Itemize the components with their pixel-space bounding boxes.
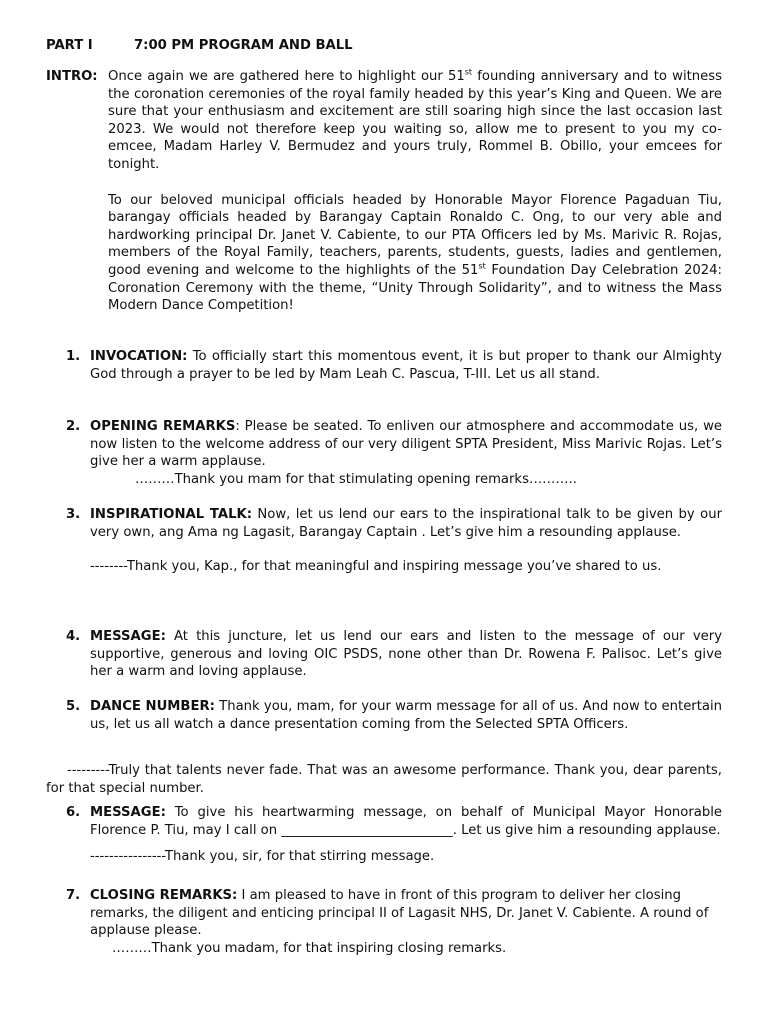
item-body: To give his heartwarming message, on behalf of Municipal Mayor Honorable Florence P. Tiu, may I call on __________________________. Let us give him a resounding applause. (90, 805, 722, 838)
item-text (90, 506, 722, 541)
item-number: 5. (66, 699, 81, 714)
intro-label: INTRO: (46, 69, 98, 84)
intro-paragraph-1 (108, 68, 722, 174)
item-body: At this juncture, let us lend our ears and listen to the message of our very supportive, generous and loving OIC PSDS, none other than Dr. Rowena F. Palisoc. Let’s give her a warm and loving applause. (90, 629, 722, 680)
program-header (46, 37, 353, 55)
item-followup: ………Thank you madam, for that inspiring closing remarks. (112, 940, 507, 956)
item-text (90, 348, 722, 383)
item-number: 3. (66, 507, 81, 522)
item-title: CLOSING REMARKS: (90, 888, 238, 903)
item-number: 6. (66, 805, 81, 820)
intro-p1-text-a: Once again we are gathered here to highlight our 51 (108, 69, 465, 84)
item-followup: ----------------Thank you, sir, for that stirring message. (90, 849, 435, 865)
program-item-message-mayor (66, 804, 722, 866)
part-label: PART I (46, 38, 93, 53)
intro-paragraph-2 (108, 192, 722, 315)
item-body: : Please be seated. To enliven our atmosphere and accommodate us, we now listen to the welcome address of our very diligent SPTA President, Miss Marivic Rojas. Let’s give her a warm applause. (90, 419, 722, 470)
intro-p2-sup: st (478, 261, 486, 271)
item-body: I am pleased to have in front of this program to deliver her closing remarks, the diligent and enticing principal II of Lagasit NHS, Dr. Janet V. Cabiente. A round of applause please. (90, 888, 709, 939)
item-followup: ………Thank you mam for that stimulating opening remarks……….. (135, 471, 577, 487)
item-title: MESSAGE: (90, 805, 166, 820)
dance-interlude: ---------Truly that talents never fade. That was an awesome performance. Thank you, dear parents, for that special number. (46, 763, 722, 796)
item-title: OPENING REMARKS (90, 419, 236, 434)
item-text (90, 698, 722, 733)
program-item-message-psds (66, 628, 722, 681)
item-title: INVOCATION: (90, 349, 188, 364)
program-item-inspirational-talk (66, 506, 722, 576)
intro-p2-text-b: Foundation Day Celebration 2024: Coronation Ceremony with the theme, “Unity Through Solidarity”, and to witness the Mass Modern Dance Competition! (108, 262, 722, 314)
intro-p1-text-b: founding anniversary and to witness the coronation ceremonies of the royal family headed by this year’s King and Queen. We are sure that your enthusiasm and excitement are still soaring high since the last occasion last 2023. We would not therefore keep you waiting so, allow me to present to you my co-emcee, Madam Harley V. Bermudez and yours truly, Rommel B. Obillo, your emcees for tonight. (108, 69, 722, 172)
item-number: 7. (66, 888, 81, 903)
item-text (90, 628, 722, 681)
program-title: 7:00 PM PROGRAM AND BALL (134, 38, 353, 53)
item-text (90, 887, 722, 940)
program-item-closing-remarks (66, 887, 722, 957)
item-number: 1. (66, 349, 81, 364)
item-title: INSPIRATIONAL TALK: (90, 507, 252, 522)
item-title: MESSAGE: (90, 629, 166, 644)
program-item-dance-number (66, 698, 722, 733)
program-item-opening-remarks (66, 418, 722, 488)
item-text (90, 804, 722, 839)
item-followup: --------Thank you, Kap., for that meaningful and inspiring message you’ve shared to us. (90, 559, 662, 575)
item-body: Now, let us lend our ears to the inspirational talk to be given by our very own, ang Ama ng Lagasit, Barangay Captain . Let’s give him a resounding applause. (90, 507, 722, 540)
item-body: To officially start this momentous event, it is but proper to thank our Almighty God through a prayer to be led by Mam Leah C. Pascua, T-III. Let us all stand. (90, 349, 722, 382)
intro-p1-sup: st (464, 67, 473, 77)
item-text (90, 418, 722, 471)
item-title: DANCE NUMBER: (90, 699, 215, 714)
item-body: Thank you, mam, for your warm message for all of us. And now to entertain us, let us all watch a dance presentation coming from the Selected SPTA Officers. (90, 699, 722, 732)
intro-p2-text-a: To our beloved municipal officials headed by Honorable Mayor Florence Pagaduan Tiu, barangay officials headed by Barangay Captain Ronaldo C. Ong, to our very able and hardworking principal Dr. Janet V. Cabiente, to our PTA Officers led by Ms. Marivic R. Rojas, members of the Royal Family, teachers, parents, students, guests, ladies and gentlemen, good evening and welcome to the highlights of the 51 (108, 192, 722, 278)
item-number: 2. (66, 419, 81, 434)
item-number: 4. (66, 629, 81, 644)
program-item-invocation (66, 348, 722, 383)
intro-section (46, 68, 722, 333)
